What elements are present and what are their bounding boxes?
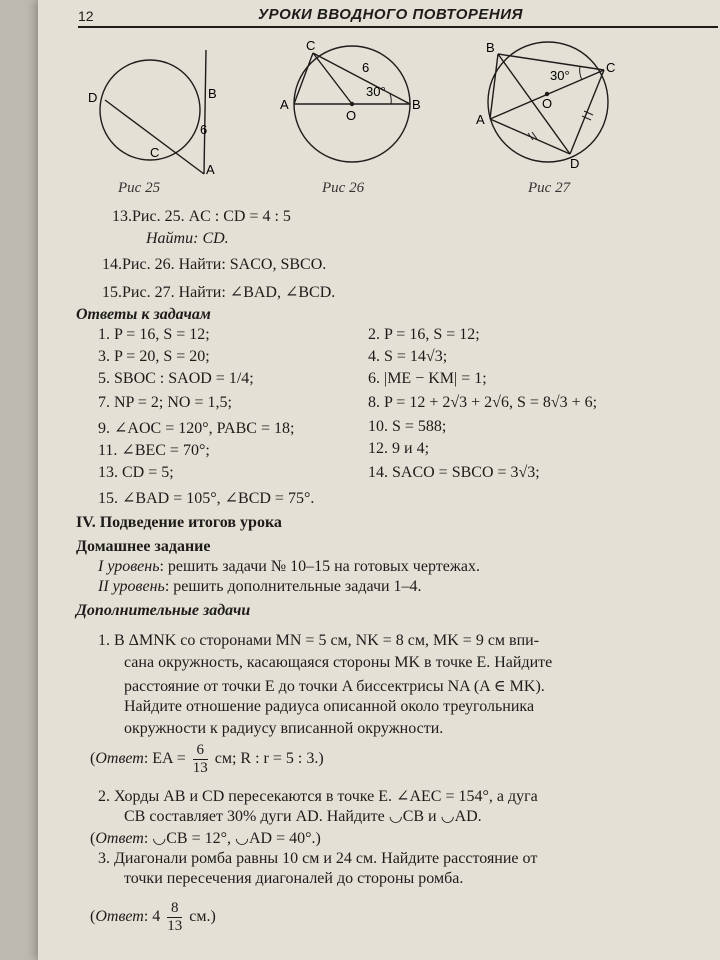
extra-1-line-5: окружности к радиусу вписанной окружности.: [124, 720, 444, 737]
extra-1-line-2: сана окружность, касающаяся стороны MK в точке E. Найдите: [124, 654, 553, 671]
answer-8: 8. P = 12 + 2√3 + 2√6, S = 8√3 + 6;: [368, 394, 598, 411]
extra-1-answer: [90, 742, 324, 777]
fig26-label-o: O: [346, 108, 357, 123]
extra-problems-heading: Дополнительные задачи: [76, 602, 251, 619]
answer-6: 6. |ME − KM| = 1;: [368, 370, 487, 387]
fig27-label-d: D: [570, 156, 580, 171]
extra-2-answer-open: (: [90, 830, 96, 847]
homework-level-2-label: II уровень: [98, 578, 165, 595]
homework-level-1-label: I уровень: [98, 558, 160, 575]
extra-1-answer-open: (: [90, 750, 96, 768]
extra-1-line-1: 1. В ΔMNK со сторонами MN = 5 см, NK = 8 см, MK = 9 см впи-: [98, 632, 540, 649]
fig26-label-a: A: [280, 97, 289, 112]
answer-3: 3. P = 20, S = 20;: [98, 348, 210, 365]
extra-1-answer-right: см; R : r = 5 : 3.): [214, 750, 324, 768]
extra-3-answer: [90, 900, 216, 935]
fig27-label-angle: 30°: [550, 68, 570, 83]
answer-4: 4. S = 14√3;: [368, 348, 448, 365]
answer-1: 1. P = 16, S = 12;: [98, 326, 210, 343]
fig27-label-o: O: [542, 96, 553, 111]
extra-1-line-3: расстояние от точки E до точки A биссектрисы NA (A ∈ MK).: [124, 678, 545, 695]
fig26-label-c: C: [306, 38, 316, 53]
extra-2-answer-label: Ответ: [95, 830, 144, 847]
extra-1-answer-left: : EA =: [143, 750, 186, 768]
fig26-label-angle: 30°: [366, 84, 386, 99]
fig25-label-b: B: [208, 86, 217, 101]
answer-2: 2. P = 16, S = 12;: [368, 326, 480, 343]
answer-15: 15. ∠BAD = 105°, ∠BCD = 75°.: [98, 490, 315, 507]
homework-level-2: [98, 578, 422, 596]
answer-11: 11. ∠BEC = 70°;: [98, 442, 210, 459]
fig25-label-a: A: [206, 162, 215, 177]
homework-level-1: [98, 558, 480, 576]
page-header: [78, 4, 718, 28]
page-title: УРОКИ ВВОДНОГО ПОВТОРЕНИЯ: [258, 6, 523, 23]
fig25-label-c: C: [150, 145, 160, 160]
fig25-label-d: D: [88, 90, 98, 105]
fig26-label-b: B: [412, 97, 421, 112]
problem-15: 15.Рис. 27. Найти: ∠BAD, ∠BCD.: [102, 284, 336, 301]
extra-2-line-1: 2. Хорды AB и CD пересекаются в точке E. ∠AEC = 154°, а дуга: [98, 788, 538, 805]
answer-5: 5. SBOC : SAOD = 1/4;: [98, 370, 254, 387]
answers-heading: Ответы к задачам: [76, 306, 211, 323]
extra-1-answer-label: Ответ: [95, 750, 144, 768]
extra-1-line-4: Найдите отношение радиуса описанной около треугольника: [124, 698, 535, 715]
extra-3-fraction-denominator: 13: [167, 918, 183, 934]
extra-1-answer-fraction: [193, 742, 208, 777]
extra-2-answer-text: : ◡CB = 12°, ◡AD = 40°.): [143, 830, 321, 847]
fig27-label-c: C: [606, 60, 616, 75]
answer-9: 9. ∠AOC = 120°, PABC = 18;: [98, 420, 295, 437]
extra-3-answer-fraction: [167, 900, 182, 935]
figure-27: [476, 38, 636, 188]
figure-26: [272, 38, 432, 188]
section-iv-heading: IV. Подведение итогов урока: [76, 514, 282, 531]
answer-10: 10. S = 588;: [368, 418, 447, 435]
extra-3-fraction-numerator: 8: [167, 900, 182, 918]
fig25-caption: Рис 25: [118, 180, 161, 196]
answer-12: 12. 9 и 4;: [368, 440, 430, 457]
answer-7: 7. NP = 2; NO = 1,5;: [98, 394, 232, 411]
extra-3-answer-open: (: [90, 908, 96, 926]
fig26-label-six: 6: [362, 60, 370, 75]
fig26-caption: Рис 26: [322, 180, 365, 196]
extra-3-line-2: точки пересечения диагоналей до стороны ромба.: [124, 870, 464, 887]
extra-2-line-2: CB составляет 30% дуги AD. Найдите ◡CB и ◡AD.: [124, 808, 482, 825]
extra-3-answer-right: см.): [189, 908, 216, 926]
extra-3-answer-left: : 4: [143, 908, 161, 926]
fig27-label-a: A: [476, 112, 485, 127]
answer-14: 14. SACO = SBCO = 3√3;: [368, 464, 540, 481]
homework-heading: Домашнее задание: [76, 538, 211, 555]
homework-level-2-text: : решить дополнительные задачи 1–4.: [164, 578, 422, 595]
extra-1-fraction-numerator: 6: [193, 742, 208, 760]
figure-25: [88, 40, 228, 185]
problem-14: 14.Рис. 26. Найти: SACO, SBCO.: [102, 256, 327, 273]
problem-13-line-2: Найти: CD.: [146, 230, 229, 247]
extra-3-answer-label: Ответ: [95, 908, 144, 926]
problem-13-line-1: 13.Рис. 25. AC : CD = 4 : 5: [112, 208, 291, 225]
page-number: 12: [78, 8, 94, 24]
extra-2-answer: [90, 828, 321, 848]
fig27-label-b: B: [486, 40, 495, 55]
homework-level-1-text: : решить задачи № 10–15 на готовых чертежах.: [159, 558, 480, 575]
extra-1-fraction-denominator: 13: [192, 760, 208, 776]
fig27-caption: Рис 27: [528, 180, 571, 196]
answer-13: 13. CD = 5;: [98, 464, 174, 481]
fig25-label-six: 6: [200, 122, 208, 137]
extra-3-line-1: 3. Диагонали ромба равны 10 см и 24 см. Найдите расстояние от: [98, 850, 538, 867]
